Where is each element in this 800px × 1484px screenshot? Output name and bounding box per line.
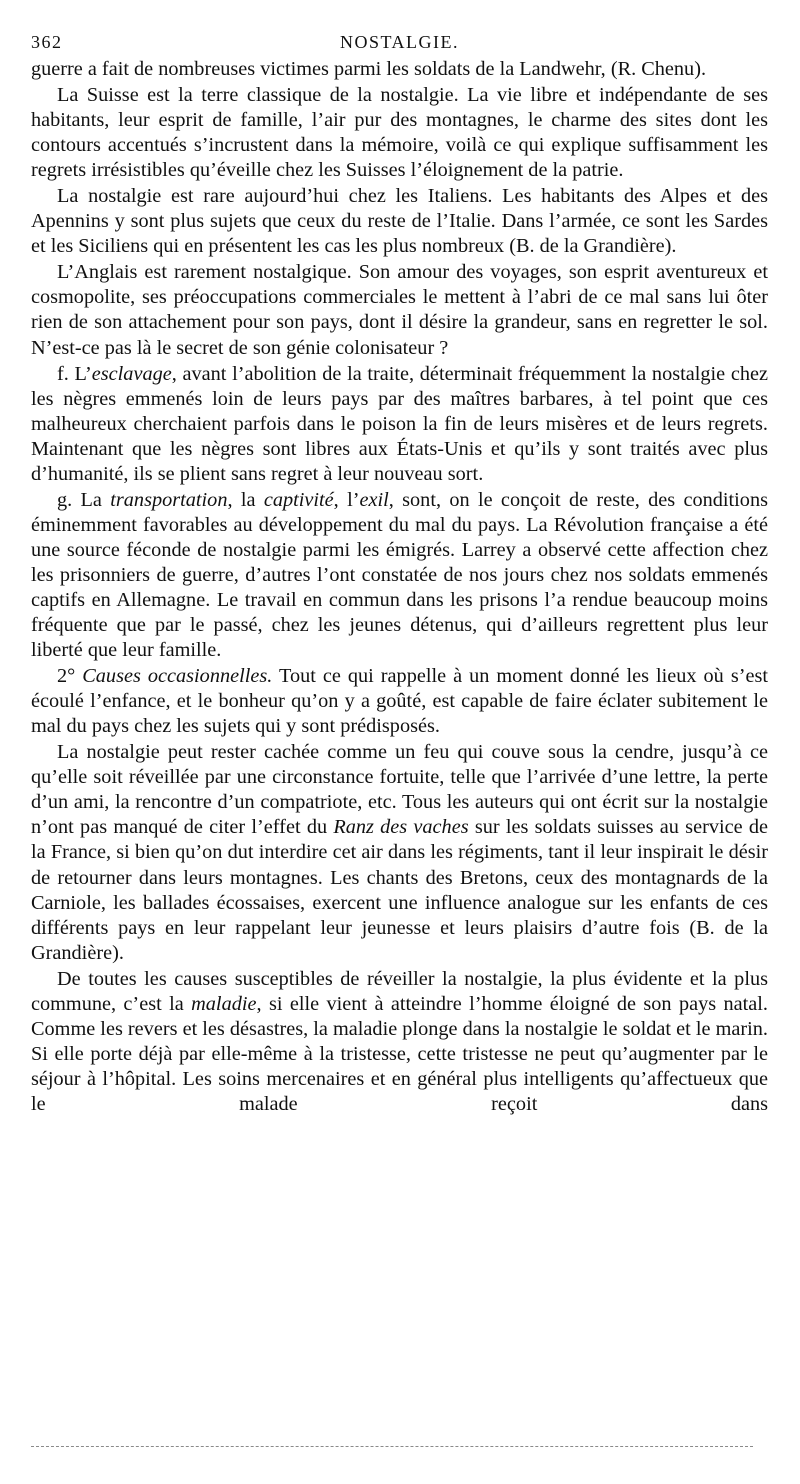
paragraph-7 bbox=[31, 664, 768, 739]
text-run: 2° bbox=[57, 665, 83, 688]
italic-run: captivité bbox=[263, 488, 334, 511]
text-run: La nostalgie peut rester cachée comme un feu qui couve sous la cendre, jusqu’à ce qu’elle soit réveillée par une circonstance fortuite, telle que l’arrivée d’une lettre, la perte d’un ami, la rencontre d’un compatriote, etc. Tous les auteurs qui ont écrit sur la nostalgie n’ont pas manqué de citer l’effet du bbox=[31, 741, 768, 839]
text-run: De toutes les causes susceptibles de réveiller la nostalgie, la plus évidente et la plus commune, c’est la bbox=[31, 967, 768, 1015]
paragraph-1 bbox=[31, 57, 768, 82]
body-text bbox=[31, 57, 768, 1117]
italic-run: esclavage bbox=[91, 362, 172, 385]
paragraph-9 bbox=[31, 967, 768, 1117]
italic-run: Ranz des vaches bbox=[333, 816, 469, 839]
text-run: g. La bbox=[57, 488, 111, 511]
text-run: sur les soldats suisses au service de la France, si bien qu’on dut interdire cet air dans les régiments, tant il leur inspirait le désir de retourner dans leurs montagnes. Les chants des Bretons, ceux des montagnards de la Carniole, les ballades écossaises, exercent une influence analogue sur les enfants de ces différents pays en leur rappelant leur jeunesse et leurs plaisirs d’autre fois (B. de la Grandière). bbox=[31, 816, 768, 964]
text-run: L’Anglais est rarement nostalgique. Son amour des voyages, son esprit aventureux et cosmopolite, ses préoccupations commerciales le mettent à l’abri de ce mal sans lui ôter rien de son attachement pour son pays, dont il désire la grandeur, sans en regretter le sol. N’est-ce pas là le secret de son génie colonisateur ? bbox=[31, 261, 768, 359]
text-run: , l’ bbox=[333, 488, 360, 511]
text-run: La nostalgie est rare aujourd’hui chez les Italiens. Les habitants des Alpes et des Apennins y sont plus sujets que ceux du reste de l’Italie. Dans l’armée, ce sont les Sardes et les Siciliens qui en présentent les cas les plus nombreux (B. de la Grandière). bbox=[31, 185, 768, 258]
text-run: , sont, on le conçoit de reste, des conditions éminemment favorables au développement du mal du pays. La Révolution française a été une source féconde de nostalgie parmi les émigrés. Larrey a observé cette affection chez les prisonniers de guerre, d’autres l’ont constatée de nos jours chez nos soldats emmenés captifs en Allemagne. Le travail en commun dans les prisons l’a rendue beaucoup moins fréquente que par le passé, chez les jeunes détenus, qui d’ailleurs regrettent plus leur liberté que leur famille. bbox=[31, 488, 768, 662]
paragraph-3 bbox=[31, 184, 768, 259]
text-run: , la bbox=[227, 488, 264, 511]
italic-run: exil bbox=[359, 488, 389, 511]
text-run: La Suisse est la terre classique de la nostalgie. La vie libre et indépendante de ses habitants, leur esprit de famille, l’air pur des montagnes, le charme des sites dont les contours accentués s’incrustent dans la mémoire, voilà ce qui explique suffisamment les regrets irrésistibles qu’éveille chez les Suisses l’éloignement de la patrie. bbox=[31, 84, 768, 182]
italic-run: maladie bbox=[191, 992, 257, 1015]
text-run: f. L’ bbox=[57, 362, 92, 385]
text-run: Tout ce qui rappelle à un moment donné les lieux où s’est écoulé l’enfance, et le bonheur qu’on y a goûté, est capable de faire éclater subitement le mal du pays chez les sujets qui y sont prédisposés. bbox=[31, 665, 769, 738]
paragraph-8 bbox=[31, 740, 768, 965]
page-header bbox=[31, 26, 768, 54]
text-run: , si elle vient à atteindre l’homme éloigné de son pays natal. Comme les revers et les désastres, la maladie plonge dans la nostalgie le soldat et le marin. Si elle porte déjà par elle-même à la tristesse, cette tristesse ne peut qu’augmenter par le séjour à l’hôpital. Les soins mercenaires et en général plus intelligents qu’affectueux que le malade reçoit dans bbox=[31, 992, 768, 1115]
text-run: , avant l’abolition de la traite, déterminait fréquemment la nostalgie chez les nègres emmenés loin de leurs pays par des maîtres barbares, à tel point que ces malheureux cherchaient parfois dans le poison la fin de leurs misères et de leurs regrets. Maintenant que les nègres sont libres aux États-Unis et qu’ils y sont traités avec plus d’humanité, ils se plient sans regret à leur nouveau sort. bbox=[31, 362, 768, 485]
paragraph-6 bbox=[31, 488, 768, 663]
text-run: guerre a fait de nombreuses victimes parmi les soldats de la Landwehr, (R. Chenu). bbox=[31, 58, 707, 80]
book-page bbox=[31, 26, 768, 1118]
page-number: 362 bbox=[31, 32, 63, 52]
paragraph-2 bbox=[31, 83, 768, 183]
italic-run: Causes occasionnelles. bbox=[82, 665, 273, 688]
footer-rule bbox=[31, 1446, 753, 1447]
paragraph-5 bbox=[31, 362, 768, 487]
paragraph-4 bbox=[31, 260, 768, 360]
running-title: NOSTALGIE. bbox=[339, 32, 460, 52]
italic-run: transportation bbox=[110, 488, 228, 511]
